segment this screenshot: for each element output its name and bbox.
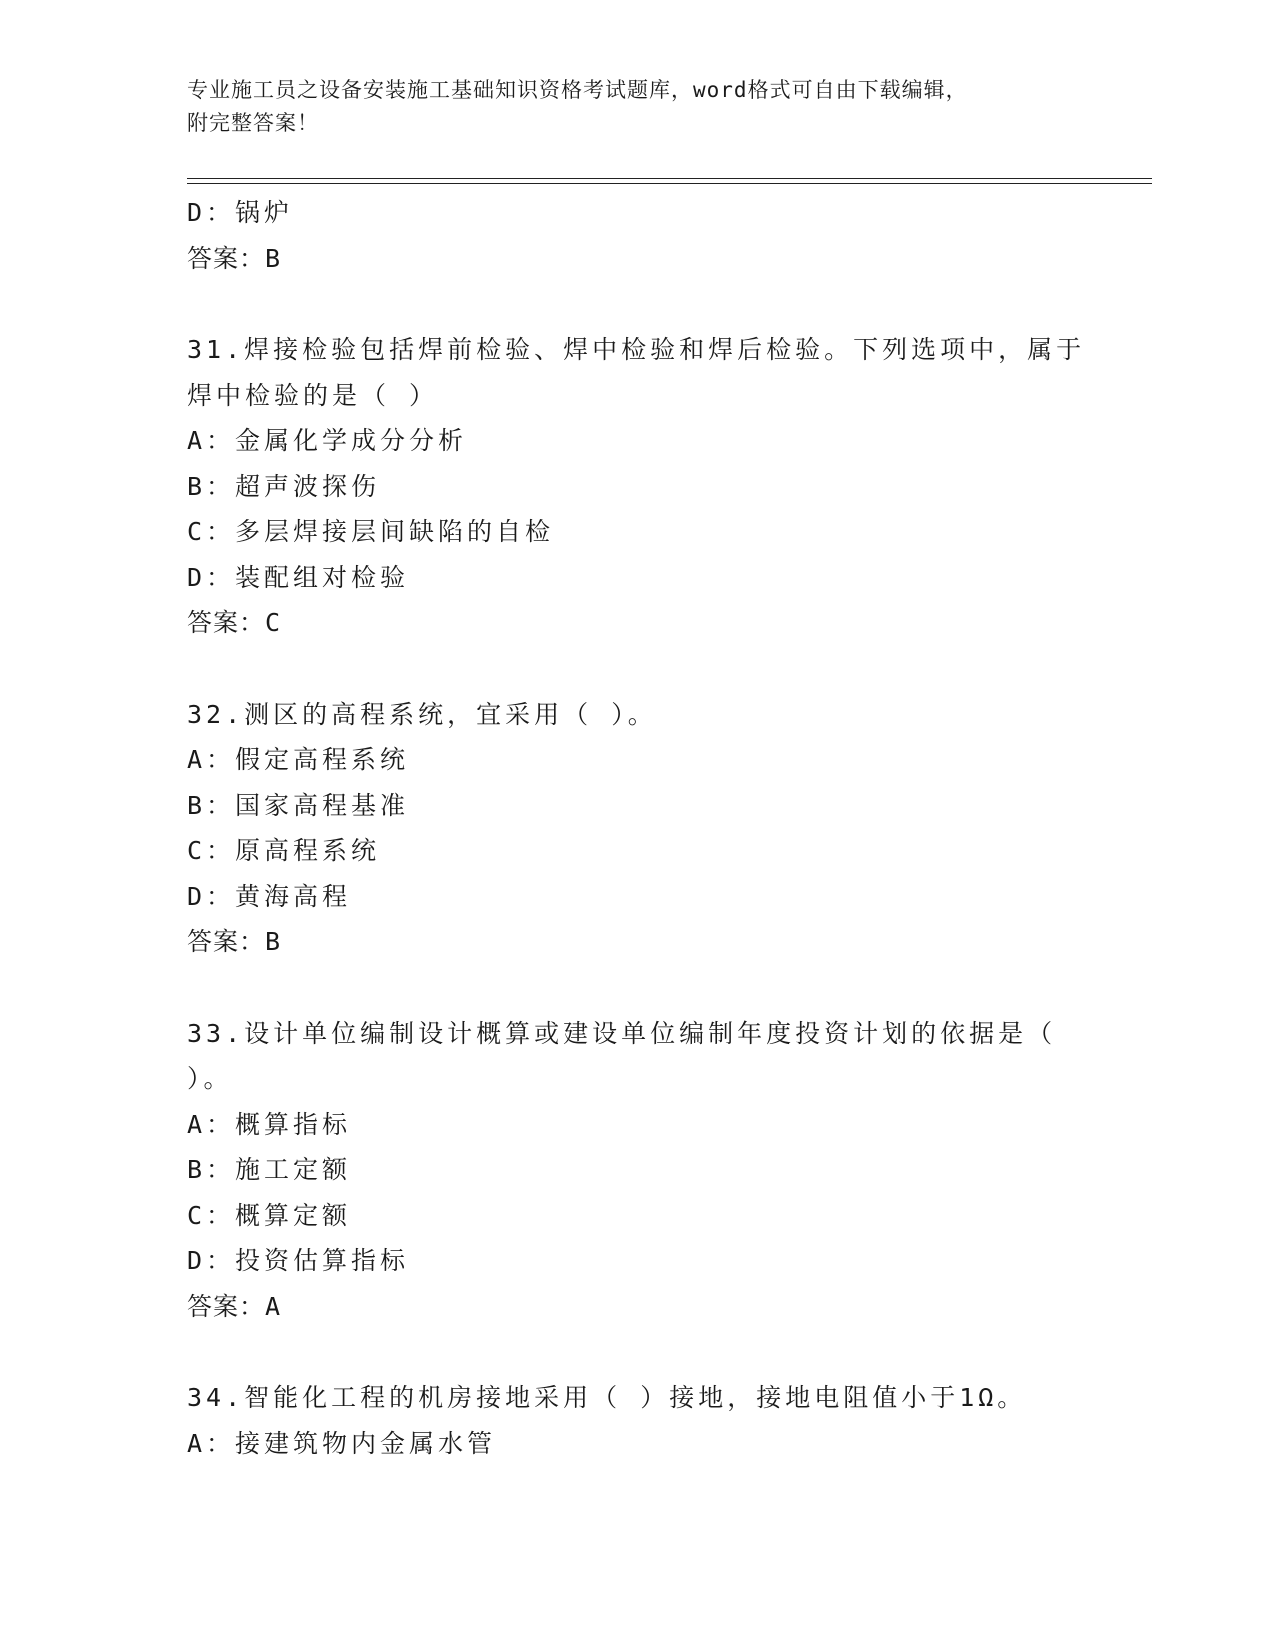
question-block-33 bbox=[187, 1011, 1087, 1330]
question-block-tail bbox=[187, 190, 1087, 281]
option-c: C：原高程系统 bbox=[187, 836, 381, 865]
answer-line: 答案：A bbox=[187, 1291, 282, 1321]
option-a: A：接建筑物内金属水管 bbox=[187, 1428, 497, 1458]
header-line-2: 附完整答案！ bbox=[187, 111, 319, 135]
header-rule-bottom bbox=[187, 183, 1152, 184]
option-b: B：国家高程基准 bbox=[187, 790, 410, 820]
question-stem-continued: 焊中检验的是（ ） bbox=[187, 380, 439, 410]
option-b: B：施工定额 bbox=[187, 1155, 352, 1184]
answer-line: 答案：B bbox=[187, 243, 282, 273]
question-stem: 31.焊接检验包括焊前检验、焊中检验和焊后检验。下列选项中，属于 bbox=[187, 335, 1086, 364]
question-stem: 34.智能化工程的机房接地采用（ ）接地，接地电阻值小于1Ω。 bbox=[187, 1383, 1027, 1412]
question-stem: 32.测区的高程系统，宜采用（ ）。 bbox=[187, 699, 657, 729]
option-b: B：超声波探伤 bbox=[187, 471, 381, 501]
question-block-32 bbox=[187, 692, 1087, 965]
answer-line: 答案：B bbox=[187, 927, 282, 956]
question-content bbox=[187, 190, 1087, 1466]
header-rule-top bbox=[187, 178, 1152, 179]
document-header bbox=[187, 74, 1067, 140]
option-d: D：投资估算指标 bbox=[187, 1246, 410, 1275]
header-line-1: 专业施工员之设备安装施工基础知识资格考试题库，word格式可自由下载编辑， bbox=[187, 78, 968, 102]
option-a: A：概算指标 bbox=[187, 1109, 352, 1139]
question-stem: 33.设计单位编制设计概算或建设单位编制年度投资计划的依据是（ bbox=[187, 1018, 1057, 1048]
option-d: D：装配组对检验 bbox=[187, 562, 410, 592]
option-d: D：黄海高程 bbox=[187, 881, 352, 911]
question-block-31 bbox=[187, 327, 1087, 646]
option-c: C：概算定额 bbox=[187, 1200, 352, 1230]
question-stem-continued: ）。 bbox=[187, 1064, 233, 1093]
option-c: C：多层焊接层间缺陷的自检 bbox=[187, 517, 555, 546]
question-block-34 bbox=[187, 1375, 1087, 1466]
option-line: D：锅炉 bbox=[187, 198, 294, 227]
option-a: A：假定高程系统 bbox=[187, 745, 410, 774]
option-a: A：金属化学成分分析 bbox=[187, 426, 468, 455]
answer-line: 答案：C bbox=[187, 608, 282, 637]
